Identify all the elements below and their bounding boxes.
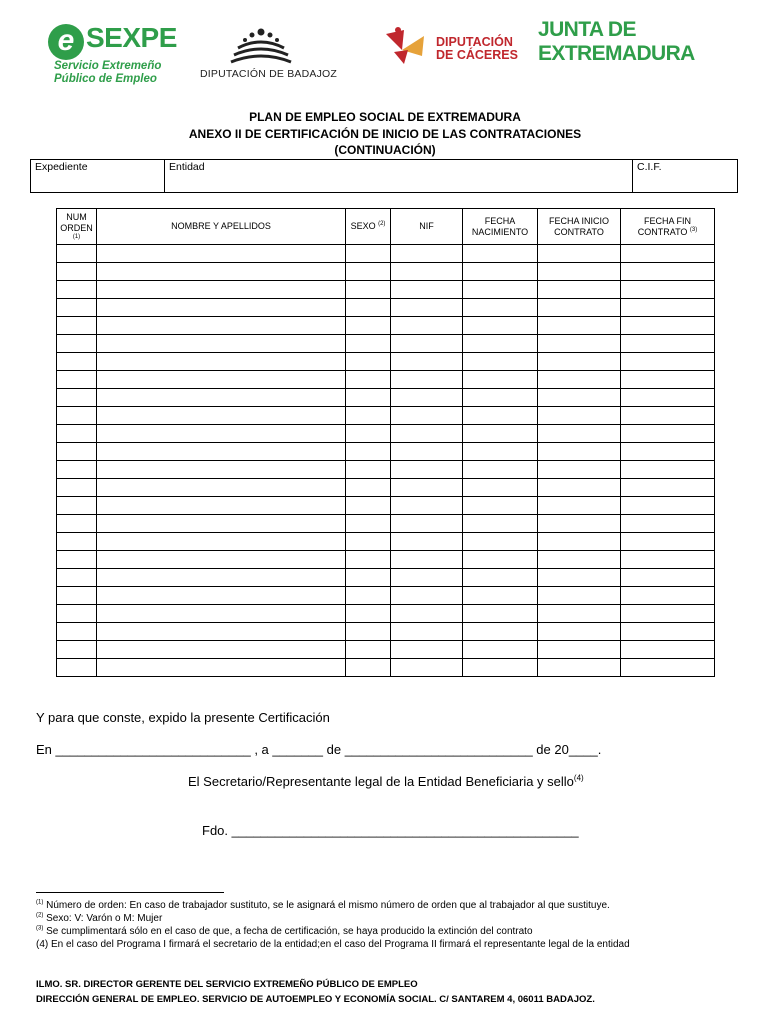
table-cell[interactable]	[57, 443, 97, 461]
table-cell[interactable]	[57, 425, 97, 443]
col-nif	[391, 209, 463, 245]
table-cell[interactable]	[57, 569, 97, 587]
table-cell[interactable]	[57, 461, 97, 479]
table-cell[interactable]	[391, 569, 463, 587]
sexpe-subtitle	[54, 60, 161, 86]
table-cell[interactable]	[57, 479, 97, 497]
table-cell[interactable]	[57, 605, 97, 623]
table-cell[interactable]	[97, 587, 346, 605]
col-fecha-fin-l2-text: CONTRATO	[637, 226, 688, 237]
table-cell[interactable]	[346, 443, 391, 461]
table-cell[interactable]	[621, 245, 715, 263]
table-cell[interactable]	[97, 371, 346, 389]
table-cell[interactable]	[346, 425, 391, 443]
table-cell[interactable]	[463, 461, 538, 479]
table-cell[interactable]	[97, 533, 346, 551]
table-cell[interactable]	[463, 425, 538, 443]
table-cell[interactable]	[538, 407, 621, 425]
table-cell[interactable]	[97, 389, 346, 407]
table-cell[interactable]	[538, 641, 621, 659]
entidad-label: Entidad	[169, 161, 205, 173]
table-cell[interactable]	[97, 263, 346, 281]
table-cell[interactable]	[391, 245, 463, 263]
caceres-logo-line2: DE CÁCERES	[436, 48, 518, 62]
table-cell[interactable]	[463, 335, 538, 353]
table-cell[interactable]	[97, 623, 346, 641]
col-fecha-fin-l1: FECHA FIN	[643, 215, 691, 226]
table-cell[interactable]	[391, 587, 463, 605]
doc-title-line3: (CONTINUACIÓN)	[334, 143, 436, 157]
table-cell[interactable]	[346, 587, 391, 605]
table-cell[interactable]	[538, 659, 621, 677]
col-fecha-nac-l2: NACIMIENTO	[471, 226, 529, 237]
col-nombre-label: NOMBRE Y APELLIDOS	[171, 221, 271, 231]
table-row	[57, 425, 715, 443]
table-cell[interactable]	[57, 281, 97, 299]
table-cell[interactable]	[346, 407, 391, 425]
col-nif-label: NIF	[419, 221, 434, 231]
col-fecha-fin-note: (3)	[689, 226, 698, 233]
table-cell[interactable]	[391, 353, 463, 371]
table-cell[interactable]	[346, 551, 391, 569]
table-cell[interactable]	[538, 515, 621, 533]
footnote-2-text: Sexo: V: Varón o M: Mujer	[43, 913, 163, 924]
table-cell[interactable]	[97, 497, 346, 515]
table-cell[interactable]	[538, 533, 621, 551]
table-cell[interactable]	[391, 335, 463, 353]
table-cell[interactable]	[463, 353, 538, 371]
table-cell[interactable]	[97, 461, 346, 479]
table-cell[interactable]	[538, 551, 621, 569]
table-cell[interactable]	[57, 587, 97, 605]
caceres-logo-text	[436, 36, 518, 62]
table-row	[57, 605, 715, 623]
table-cell[interactable]	[57, 515, 97, 533]
table-cell[interactable]	[97, 479, 346, 497]
table-cell[interactable]	[391, 479, 463, 497]
table-cell[interactable]	[538, 623, 621, 641]
place-date-line[interactable]: En ___________________________ , a _______ de __________________________ de 20____.	[36, 742, 602, 757]
table-cell[interactable]	[463, 245, 538, 263]
doc-title-line1: PLAN DE EMPLEO SOCIAL DE EXTREMADURA	[249, 110, 521, 124]
table-cell[interactable]	[97, 299, 346, 317]
footnote-3-text: Se cumplimentará sólo en el caso de que, a fecha de certificación, se haya producido la extinción del contrato	[43, 926, 533, 937]
table-cell[interactable]	[463, 623, 538, 641]
table-cell[interactable]	[621, 299, 715, 317]
table-cell[interactable]	[538, 461, 621, 479]
table-row	[57, 245, 715, 263]
table-row	[57, 551, 715, 569]
table-cell[interactable]	[621, 587, 715, 605]
table-cell[interactable]	[538, 569, 621, 587]
col-fecha-inicio-l2: CONTRATO	[554, 226, 604, 237]
table-cell[interactable]	[463, 443, 538, 461]
table-cell[interactable]	[463, 641, 538, 659]
table-cell[interactable]	[538, 353, 621, 371]
table-cell[interactable]	[57, 353, 97, 371]
table-cell[interactable]	[621, 425, 715, 443]
table-row	[57, 461, 715, 479]
table-cell[interactable]	[97, 551, 346, 569]
table-cell[interactable]	[463, 515, 538, 533]
table-cell[interactable]	[391, 317, 463, 335]
table-cell[interactable]	[391, 497, 463, 515]
table-cell[interactable]	[621, 263, 715, 281]
expediente-field[interactable]	[31, 160, 165, 192]
table-cell[interactable]	[346, 335, 391, 353]
table-row	[57, 533, 715, 551]
table-cell[interactable]	[538, 443, 621, 461]
table-cell[interactable]	[97, 659, 346, 677]
table-row	[57, 587, 715, 605]
certification-text: Y para que conste, expido la presente Certificación	[36, 710, 330, 725]
table-cell[interactable]	[346, 389, 391, 407]
footnote-4-text: (4) En el caso del Programa I firmará el secretario de la entidad;en el caso del Programa II firmará el representante legal de la entidad	[36, 939, 630, 950]
secretario-note: (4)	[573, 773, 584, 783]
table-row	[57, 569, 715, 587]
table-cell[interactable]	[346, 569, 391, 587]
col-sexo-label: SEXO	[350, 221, 376, 231]
table-cell[interactable]	[463, 587, 538, 605]
table-row	[57, 515, 715, 533]
table-cell[interactable]	[391, 461, 463, 479]
table-row	[57, 443, 715, 461]
footnote-3	[36, 926, 533, 937]
table-cell[interactable]	[57, 245, 97, 263]
footer-line2: DIRECCIÓN GENERAL DE EMPLEO. SERVICIO DE AUTOEMPLEO Y ECONOMÍA SOCIAL. C/ SANTAREM 4, 06011 BADAJOZ.	[36, 994, 595, 1005]
footnote-3-mark: (3)	[36, 925, 44, 932]
doc-title-line2: ANEXO II DE CERTIFICACIÓN DE INICIO DE LAS CONTRATACIONES	[188, 127, 582, 141]
sexpe-subtitle-line1: Servicio Extremeño	[54, 60, 162, 72]
footnote-2	[36, 913, 162, 924]
table-cell[interactable]	[97, 407, 346, 425]
table-cell[interactable]	[621, 605, 715, 623]
table-cell[interactable]	[391, 281, 463, 299]
table-cell[interactable]	[621, 443, 715, 461]
table-cell[interactable]	[57, 551, 97, 569]
table-cell[interactable]	[538, 497, 621, 515]
table-cell[interactable]	[391, 371, 463, 389]
cif-field[interactable]	[633, 160, 737, 192]
table-row	[57, 497, 715, 515]
sexpe-logo-mark: e	[48, 24, 84, 60]
table-cell[interactable]	[538, 389, 621, 407]
secretario-text: El Secretario/Representante legal de la Entidad Beneficiaria y sello	[188, 774, 574, 789]
caceres-logo-line1: DIPUTACIÓN	[436, 35, 513, 49]
table-cell[interactable]	[57, 623, 97, 641]
secretario-line	[188, 774, 584, 789]
col-num-orden	[57, 209, 97, 245]
table-row	[57, 371, 715, 389]
col-fecha-inicio	[538, 209, 621, 245]
table-cell[interactable]	[621, 317, 715, 335]
table-cell[interactable]	[463, 659, 538, 677]
sexpe-subtitle-line2: Público de Empleo	[54, 73, 157, 85]
table-cell[interactable]	[346, 497, 391, 515]
table-cell[interactable]	[391, 605, 463, 623]
table-row	[57, 479, 715, 497]
table-cell[interactable]	[346, 479, 391, 497]
table-cell[interactable]	[463, 281, 538, 299]
table-cell[interactable]	[538, 281, 621, 299]
footer-line1: ILMO. SR. DIRECTOR GERENTE DEL SERVICIO EXTREMEÑO PÚBLICO DE EMPLEO	[36, 979, 418, 990]
table-row	[57, 659, 715, 677]
table-cell[interactable]	[391, 263, 463, 281]
table-cell[interactable]	[538, 479, 621, 497]
table-cell[interactable]	[463, 533, 538, 551]
badajoz-logo-text: DIPUTACIÓN DE BADAJOZ	[200, 68, 338, 80]
table-row	[57, 353, 715, 371]
table-cell[interactable]	[57, 641, 97, 659]
footnote-2-mark: (2)	[36, 912, 44, 919]
table-cell[interactable]	[621, 641, 715, 659]
table-row	[57, 317, 715, 335]
table-cell[interactable]	[391, 389, 463, 407]
footnote-divider	[36, 892, 224, 893]
col-num-orden-l2: ORDEN	[60, 223, 93, 233]
col-fecha-nacimiento	[463, 209, 538, 245]
table-cell[interactable]	[97, 425, 346, 443]
table-cell[interactable]	[463, 371, 538, 389]
table-cell[interactable]	[346, 515, 391, 533]
table-cell[interactable]	[346, 317, 391, 335]
table-cell[interactable]	[463, 551, 538, 569]
table-cell[interactable]	[463, 299, 538, 317]
table-cell[interactable]	[621, 497, 715, 515]
table-cell[interactable]	[538, 317, 621, 335]
table-row	[57, 335, 715, 353]
table-cell[interactable]	[346, 245, 391, 263]
col-sexo	[346, 209, 391, 245]
footnote-1-text: Número de orden: En caso de trabajador sustituto, se le asignará el mismo número de orden que al trabajador al que sustituye.	[43, 900, 610, 911]
table-cell[interactable]	[97, 317, 346, 335]
table-cell[interactable]	[346, 353, 391, 371]
table-cell[interactable]	[97, 245, 346, 263]
header-fields-box	[30, 159, 738, 193]
table-cell[interactable]	[538, 245, 621, 263]
table-cell[interactable]	[346, 533, 391, 551]
table-cell[interactable]	[346, 659, 391, 677]
table-cell[interactable]	[621, 479, 715, 497]
table-cell[interactable]	[391, 515, 463, 533]
table-cell[interactable]	[621, 461, 715, 479]
table-cell[interactable]	[57, 299, 97, 317]
table-cell[interactable]	[621, 569, 715, 587]
table-cell[interactable]	[57, 263, 97, 281]
table-cell[interactable]	[463, 389, 538, 407]
table-row	[57, 263, 715, 281]
table-cell[interactable]	[391, 443, 463, 461]
col-fecha-fin	[621, 209, 715, 245]
table-cell[interactable]	[538, 425, 621, 443]
table-cell[interactable]	[538, 335, 621, 353]
table-cell[interactable]	[621, 335, 715, 353]
footnote-1-mark: (1)	[36, 899, 44, 906]
table-cell[interactable]	[538, 371, 621, 389]
table-cell[interactable]	[57, 407, 97, 425]
col-nombre	[97, 209, 346, 245]
footnote-1	[36, 900, 610, 911]
table-cell[interactable]	[346, 623, 391, 641]
cif-label: C.I.F.	[637, 161, 662, 173]
table-cell[interactable]	[346, 281, 391, 299]
table-cell[interactable]	[538, 605, 621, 623]
table-cell[interactable]	[621, 659, 715, 677]
table-cell[interactable]	[97, 443, 346, 461]
table-row	[57, 641, 715, 659]
table-cell[interactable]	[57, 371, 97, 389]
col-num-orden-note: (1)	[72, 234, 81, 240]
table-cell[interactable]	[621, 533, 715, 551]
table-cell[interactable]	[97, 569, 346, 587]
table-row	[57, 407, 715, 425]
table-cell[interactable]	[621, 371, 715, 389]
table-cell[interactable]	[621, 281, 715, 299]
footnote-4	[36, 939, 630, 950]
table-cell[interactable]	[621, 407, 715, 425]
expediente-label: Expediente	[35, 161, 88, 173]
table-row	[57, 623, 715, 641]
table-body	[57, 245, 715, 677]
entidad-field[interactable]	[165, 160, 633, 192]
table-cell[interactable]	[538, 263, 621, 281]
badajoz-crest-icon	[230, 26, 292, 66]
table-cell[interactable]	[391, 551, 463, 569]
table-cell[interactable]	[97, 281, 346, 299]
table-cell[interactable]	[621, 353, 715, 371]
table-cell[interactable]	[391, 641, 463, 659]
table-cell[interactable]	[97, 641, 346, 659]
col-fecha-fin-l2	[621, 227, 714, 238]
table-cell[interactable]	[538, 587, 621, 605]
col-fecha-inicio-l1: FECHA INICIO	[548, 215, 609, 226]
table-cell[interactable]	[538, 299, 621, 317]
table-cell[interactable]	[97, 515, 346, 533]
table-cell[interactable]	[57, 389, 97, 407]
table-cell[interactable]	[463, 317, 538, 335]
table-cell[interactable]	[57, 335, 97, 353]
table-cell[interactable]	[391, 533, 463, 551]
table-cell[interactable]	[346, 605, 391, 623]
table-row	[57, 389, 715, 407]
table-cell[interactable]	[346, 299, 391, 317]
table-cell[interactable]	[463, 605, 538, 623]
table-row	[57, 281, 715, 299]
table-cell[interactable]	[391, 623, 463, 641]
table-cell[interactable]	[463, 479, 538, 497]
signature-line[interactable]: Fdo. ________________________________________________	[202, 823, 579, 838]
table-cell[interactable]	[57, 533, 97, 551]
contracts-table	[56, 208, 715, 677]
table-cell[interactable]	[391, 407, 463, 425]
table-cell[interactable]	[57, 317, 97, 335]
table-cell[interactable]	[97, 335, 346, 353]
table-cell[interactable]	[621, 551, 715, 569]
table-cell[interactable]	[346, 461, 391, 479]
table-cell[interactable]	[621, 623, 715, 641]
table-cell[interactable]	[97, 605, 346, 623]
table-cell[interactable]	[391, 659, 463, 677]
junta-logo-text: JUNTA DE EXTREMADURA	[538, 18, 695, 65]
table-cell[interactable]	[463, 407, 538, 425]
table-cell[interactable]	[463, 569, 538, 587]
col-sexo-note: (2)	[378, 221, 386, 227]
table-cell[interactable]	[346, 641, 391, 659]
table-cell[interactable]	[391, 299, 463, 317]
sexpe-logo-text: SEXPE	[86, 22, 177, 53]
table-row	[57, 299, 715, 317]
col-num-orden-l1: NUM	[66, 212, 87, 222]
table-cell[interactable]	[346, 263, 391, 281]
table-cell[interactable]	[57, 497, 97, 515]
table-cell[interactable]	[621, 515, 715, 533]
table-header-row	[57, 209, 715, 245]
table-cell[interactable]	[57, 659, 97, 677]
table-cell[interactable]	[463, 497, 538, 515]
table-cell[interactable]	[97, 353, 346, 371]
table-cell[interactable]	[346, 371, 391, 389]
table-cell[interactable]	[463, 263, 538, 281]
caceres-crest-icon	[384, 26, 430, 66]
table-cell[interactable]	[391, 425, 463, 443]
col-fecha-nac-l1: FECHA	[484, 215, 516, 226]
table-cell[interactable]	[621, 389, 715, 407]
